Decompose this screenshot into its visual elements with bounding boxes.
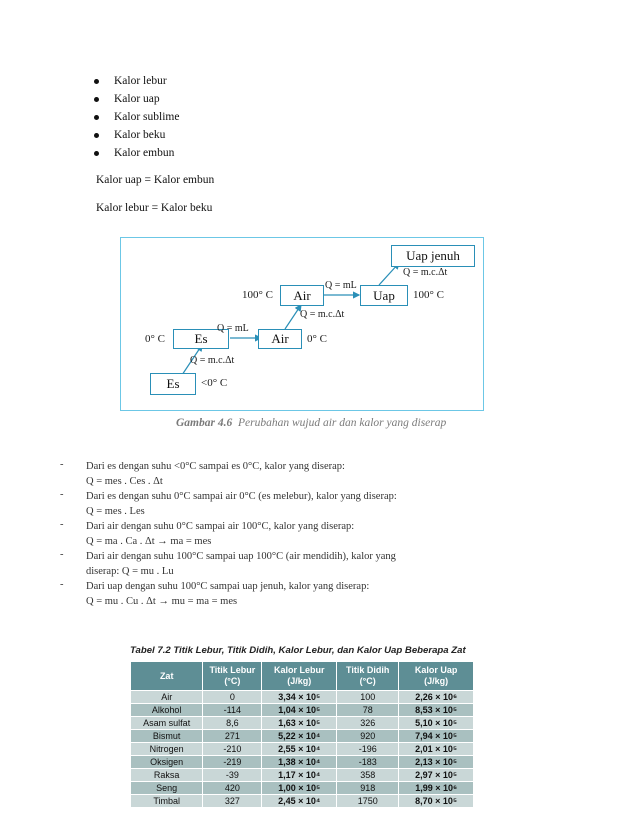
step-formula: Q = mu . Cu . Δt → mu = ma = mes (86, 596, 238, 607)
column-header-kalor-uap (399, 662, 474, 691)
bullet-icon (94, 115, 99, 120)
cell-zat: Raksa (131, 769, 203, 782)
table-row (131, 704, 474, 717)
list-item (92, 72, 179, 90)
cell-titik-lebur: 271 (203, 730, 262, 743)
label-q-mcdt-mid: Q = m.c.Δt (300, 309, 345, 320)
column-header-titik-didih (337, 662, 399, 691)
box-uap-jenuh: Uap jenuh (391, 245, 475, 267)
table-row (131, 730, 474, 743)
column-header-zat (131, 662, 203, 691)
bullet-icon (94, 133, 99, 138)
step-formula: Q = ma . Ca . Δt → ma = mes (86, 536, 212, 547)
property-table (130, 661, 474, 808)
temp-below-0: <0° C (201, 377, 228, 389)
list-item-label: Kalor lebur (114, 75, 167, 87)
table-row (131, 756, 474, 769)
bullet-icon (94, 151, 99, 156)
cell-titik-lebur: 0 (203, 691, 262, 704)
header-unit: (J/kg) (424, 676, 449, 686)
list-item-label: Kalor embun (114, 147, 175, 159)
cell-titik-didih: -183 (337, 756, 399, 769)
cell-titik-didih: -196 (337, 743, 399, 756)
box-uap: Uap (360, 285, 408, 306)
cell-zat: Seng (131, 782, 203, 795)
list-item (92, 90, 179, 108)
cell-kalor-lebur: 2,45 × 10⁴ (262, 795, 337, 808)
cell-kalor-uap: 2,13 × 10⁵ (399, 756, 474, 769)
list-item (92, 144, 179, 162)
cell-kalor-lebur: 1,63 × 10⁵ (262, 717, 337, 730)
step-formula: Q = mes . Ces . Δt (86, 476, 163, 487)
cell-kalor-uap: 2,01 × 10⁵ (399, 743, 474, 756)
temp-100-right: 100° C (413, 289, 444, 301)
header-label: Zat (159, 670, 174, 681)
box-es-mid: Es (173, 329, 229, 349)
label-q-mcdt-top: Q = m.c.Δt (403, 267, 448, 278)
cell-zat: Air (131, 691, 203, 704)
heat-steps-list (58, 459, 397, 609)
header-unit: (°C) (359, 676, 376, 686)
caption-prefix: Gambar 4.6 (176, 417, 233, 429)
cell-zat: Bismut (131, 730, 203, 743)
table-row (131, 743, 474, 756)
step-description: Dari es dengan suhu <0°C sampai es 0°C, kalor yang diserap: (86, 461, 345, 472)
column-header-titik-lebur (203, 662, 262, 691)
cell-zat: Oksigen (131, 756, 203, 769)
equation-lebur-beku: Kalor lebur = Kalor beku (96, 202, 213, 214)
table-row (131, 795, 474, 808)
cell-titik-didih: 1750 (337, 795, 399, 808)
cell-kalor-uap: 8,70 × 10⁵ (399, 795, 474, 808)
step-formula: diserap: Q = mu . Lu (86, 566, 174, 577)
cell-zat: Alkohol (131, 704, 203, 717)
label-q-mcdt-bottom: Q = m.c.Δt (190, 355, 235, 366)
cell-titik-lebur: -210 (203, 743, 262, 756)
list-item (58, 549, 397, 579)
label-q-ml-top: Q = mL (325, 280, 357, 291)
cell-titik-didih: 920 (337, 730, 399, 743)
cell-titik-lebur: 327 (203, 795, 262, 808)
property-table-section (130, 645, 474, 808)
cell-zat: Asam sulfat (131, 717, 203, 730)
caption-text: Perubahan wujud air dan kalor yang diserap (237, 417, 447, 429)
cell-titik-lebur: -219 (203, 756, 262, 769)
arrow-air-to-air (285, 305, 301, 329)
kalor-type-list (92, 72, 179, 162)
list-item (58, 519, 397, 549)
dash-icon: - (60, 489, 64, 500)
cell-kalor-uap: 5,10 × 10⁵ (399, 717, 474, 730)
step-description: Dari uap dengan suhu 100°C sampai uap jenuh, kalor yang diserap: (86, 581, 370, 592)
table-row (131, 782, 474, 795)
dash-icon: - (60, 519, 64, 530)
list-item (92, 126, 179, 144)
table-title: Tabel 7.2 Titik Lebur, Titik Didih, Kalor Lebur, dan Kalor Uap Beberapa Zat (130, 645, 466, 656)
box-es-bottom: Es (150, 373, 196, 395)
cell-kalor-lebur: 1,17 × 10⁴ (262, 769, 337, 782)
diagram-caption (176, 417, 446, 429)
list-item (58, 459, 397, 489)
label-q-ml-mid: Q = mL (217, 323, 249, 334)
cell-titik-didih: 358 (337, 769, 399, 782)
list-item (58, 489, 397, 519)
header-label: Titik Lebur (209, 665, 256, 675)
step-description: Dari air dengan suhu 0°C sampai air 100°C, kalor yang diserap: (86, 521, 355, 532)
header-unit: (J/kg) (287, 676, 312, 686)
step-description: Dari air dengan suhu 100°C sampai uap 100°C (air mendidih), kalor yang (86, 551, 396, 562)
table-row (131, 769, 474, 782)
cell-titik-lebur: 8,6 (203, 717, 262, 730)
bullet-icon (94, 79, 99, 84)
list-item (92, 108, 179, 126)
list-item-label: Kalor beku (114, 129, 166, 141)
list-item (58, 579, 397, 609)
table-header-row (131, 662, 474, 691)
equation-uap-embun: Kalor uap = Kalor embun (96, 174, 215, 186)
cell-titik-lebur: -39 (203, 769, 262, 782)
temp-0-air: 0° C (307, 333, 327, 345)
cell-kalor-uap: 7,94 × 10⁵ (399, 730, 474, 743)
cell-kalor-lebur: 1,38 × 10⁴ (262, 756, 337, 769)
cell-zat: Nitrogen (131, 743, 203, 756)
temp-0-es: 0° C (145, 333, 165, 345)
cell-kalor-uap: 2,97 × 10⁵ (399, 769, 474, 782)
header-label: Titik Didih (346, 665, 390, 675)
box-air-top: Air (280, 285, 324, 306)
step-description: Dari es dengan suhu 0°C sampai air 0°C (es melebur), kalor yang diserap: (86, 491, 397, 502)
table-row (131, 717, 474, 730)
cell-titik-didih: 918 (337, 782, 399, 795)
phase-change-diagram (120, 237, 484, 435)
temp-100-left: 100° C (242, 289, 273, 301)
header-label: Kalor Uap (414, 665, 458, 675)
cell-kalor-lebur: 5,22 × 10⁴ (262, 730, 337, 743)
step-formula: Q = mes . Les (86, 506, 145, 517)
cell-kalor-lebur: 1,04 × 10⁵ (262, 704, 337, 717)
bullet-icon (94, 97, 99, 102)
cell-titik-didih: 326 (337, 717, 399, 730)
dash-icon: - (60, 549, 64, 560)
column-header-kalor-lebur (262, 662, 337, 691)
cell-zat: Timbal (131, 795, 203, 808)
header-unit: (°C) (224, 676, 241, 686)
list-item-label: Kalor uap (114, 93, 160, 105)
cell-titik-lebur: -114 (203, 704, 262, 717)
cell-titik-didih: 100 (337, 691, 399, 704)
header-label: Kalor Lebur (273, 665, 325, 675)
cell-kalor-uap: 8,53 × 10⁵ (399, 704, 474, 717)
cell-titik-didih: 78 (337, 704, 399, 717)
cell-kalor-uap: 2,26 × 10⁶ (399, 691, 474, 704)
cell-titik-lebur: 420 (203, 782, 262, 795)
table-row (131, 691, 474, 704)
list-item-label: Kalor sublime (114, 111, 180, 123)
box-air-mid: Air (258, 329, 302, 349)
cell-kalor-lebur: 2,55 × 10⁴ (262, 743, 337, 756)
cell-kalor-uap: 1,99 × 10⁶ (399, 782, 474, 795)
dash-icon: - (60, 459, 64, 470)
cell-kalor-lebur: 1,00 × 10⁵ (262, 782, 337, 795)
dash-icon: - (60, 579, 64, 590)
cell-kalor-lebur: 3,34 × 10⁵ (262, 691, 337, 704)
